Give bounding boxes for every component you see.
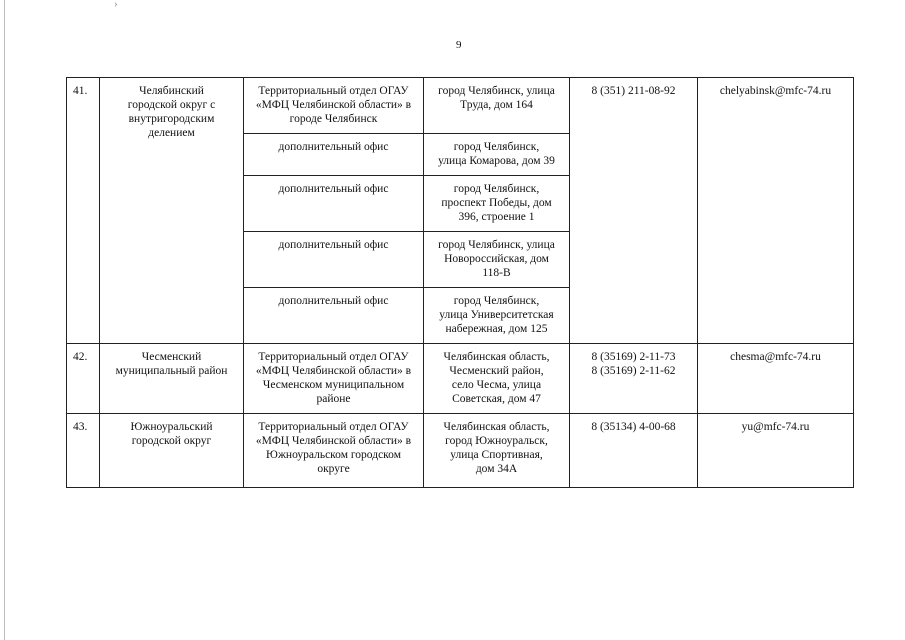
office-address bbox=[424, 344, 570, 414]
row-number-line: 43. bbox=[73, 421, 88, 433]
office-address-line: город Челябинск, улица bbox=[438, 85, 555, 97]
row-number-line: 42. bbox=[73, 351, 88, 363]
office-name bbox=[244, 414, 424, 488]
table-row bbox=[67, 344, 854, 414]
office-name-line: «МФЦ Челябинской области» в bbox=[255, 365, 412, 377]
office-address-line: Советская, дом 47 bbox=[452, 393, 541, 405]
office-name-line: округе bbox=[317, 463, 350, 475]
phone-number-line: 8 (35134) 4-00-68 bbox=[591, 421, 676, 433]
office-address-line: Чесменский район, bbox=[449, 365, 544, 377]
office-name bbox=[244, 232, 424, 288]
district-name-line: Южноуральский bbox=[130, 421, 213, 433]
office-address-line: город Челябинск, bbox=[453, 183, 540, 195]
office-address-line: город Челябинск, bbox=[453, 295, 540, 307]
email-address bbox=[698, 414, 854, 488]
office-address-line: город Челябинск, улица bbox=[438, 239, 555, 251]
office-address-line: дом 34А bbox=[475, 463, 518, 475]
left-scan-edge bbox=[4, 0, 5, 640]
page-number: 9 bbox=[456, 39, 462, 51]
office-address-line: Труда, дом 164 bbox=[460, 99, 533, 111]
email-address bbox=[698, 78, 854, 344]
office-address bbox=[424, 414, 570, 488]
district-name-line: городской округ с bbox=[127, 99, 216, 111]
office-name bbox=[244, 176, 424, 232]
row-number-line: 41. bbox=[73, 85, 88, 97]
phone-number-line: 8 (35169) 2-11-73 bbox=[591, 351, 676, 363]
district-name-line: Челябинский bbox=[139, 85, 204, 97]
table-row bbox=[67, 414, 854, 488]
office-name bbox=[244, 78, 424, 134]
office-address bbox=[424, 288, 570, 344]
district-name-line: делением bbox=[148, 127, 195, 139]
district-name-line: городской округ bbox=[131, 435, 212, 447]
district-name-line: муниципальный район bbox=[115, 365, 228, 377]
district-name bbox=[100, 344, 244, 414]
office-name-line: районе bbox=[316, 393, 351, 405]
phone-number bbox=[570, 414, 698, 488]
office-name-line: Чесменском муниципальном bbox=[262, 379, 405, 391]
office-address bbox=[424, 176, 570, 232]
phone-number-line: 8 (35169) 2-11-62 bbox=[591, 365, 676, 377]
office-name-line: «МФЦ Челябинской области» в bbox=[255, 435, 412, 447]
office-address-line: 118-В bbox=[482, 267, 511, 279]
corner-mark: › bbox=[114, 0, 118, 10]
office-address-line: улица Университетская bbox=[439, 309, 554, 321]
row-number bbox=[67, 414, 100, 488]
phone-number bbox=[570, 344, 698, 414]
email-address-line: yu@mfc-74.ru bbox=[741, 421, 810, 433]
office-name-line: дополнительный офис bbox=[278, 295, 389, 307]
office-name-line: Территориальный отдел ОГАУ bbox=[258, 351, 409, 363]
office-address bbox=[424, 78, 570, 134]
office-address-line: набережная, дом 125 bbox=[445, 323, 548, 335]
office-address-line: проспект Победы, дом bbox=[441, 197, 552, 209]
table-body bbox=[67, 78, 854, 488]
office-name bbox=[244, 344, 424, 414]
office-address-line: 396, строение 1 bbox=[458, 211, 535, 223]
office-name bbox=[244, 134, 424, 176]
mfc-offices-table bbox=[66, 77, 854, 488]
office-address-line: Челябинская область, bbox=[443, 421, 550, 433]
email-address bbox=[698, 344, 854, 414]
office-address-line: улица Комарова, дом 39 bbox=[438, 155, 555, 167]
office-name-line: дополнительный офис bbox=[278, 239, 389, 251]
district-name-line: внутригородским bbox=[128, 113, 215, 125]
office-address-line: город Челябинск, bbox=[453, 141, 540, 153]
office-name-line: Южноуральском городском bbox=[266, 449, 401, 461]
office-name-line: городе Челябинск bbox=[289, 113, 378, 125]
office-address-line: село Чесма, улица bbox=[451, 379, 542, 391]
office-name-line: дополнительный офис bbox=[278, 183, 389, 195]
office-name-line: Территориальный отдел ОГАУ bbox=[258, 421, 409, 433]
office-address-line: Новороссийская, дом bbox=[444, 253, 549, 265]
office-name-line: дополнительный офис bbox=[278, 141, 389, 153]
district-name bbox=[100, 78, 244, 344]
phone-number-line: 8 (351) 211-08-92 bbox=[591, 85, 676, 97]
office-name-line: «МФЦ Челябинской области» в bbox=[255, 99, 412, 111]
district-name-line: Чесменский bbox=[141, 351, 202, 363]
office-address bbox=[424, 134, 570, 176]
email-address-line: chesma@mfc-74.ru bbox=[730, 351, 821, 363]
row-number bbox=[67, 78, 100, 344]
row-number bbox=[67, 344, 100, 414]
phone-number bbox=[570, 78, 698, 344]
office-address-line: Челябинская область, bbox=[443, 351, 550, 363]
office-address-line: улица Спортивная, bbox=[450, 449, 543, 461]
district-name bbox=[100, 414, 244, 488]
email-address-line: chelyabinsk@mfc-74.ru bbox=[719, 85, 832, 97]
office-address-line: город Южноуральск, bbox=[445, 435, 548, 447]
office-name bbox=[244, 288, 424, 344]
office-name-line: Территориальный отдел ОГАУ bbox=[258, 85, 409, 97]
table-row bbox=[67, 78, 854, 134]
office-address bbox=[424, 232, 570, 288]
